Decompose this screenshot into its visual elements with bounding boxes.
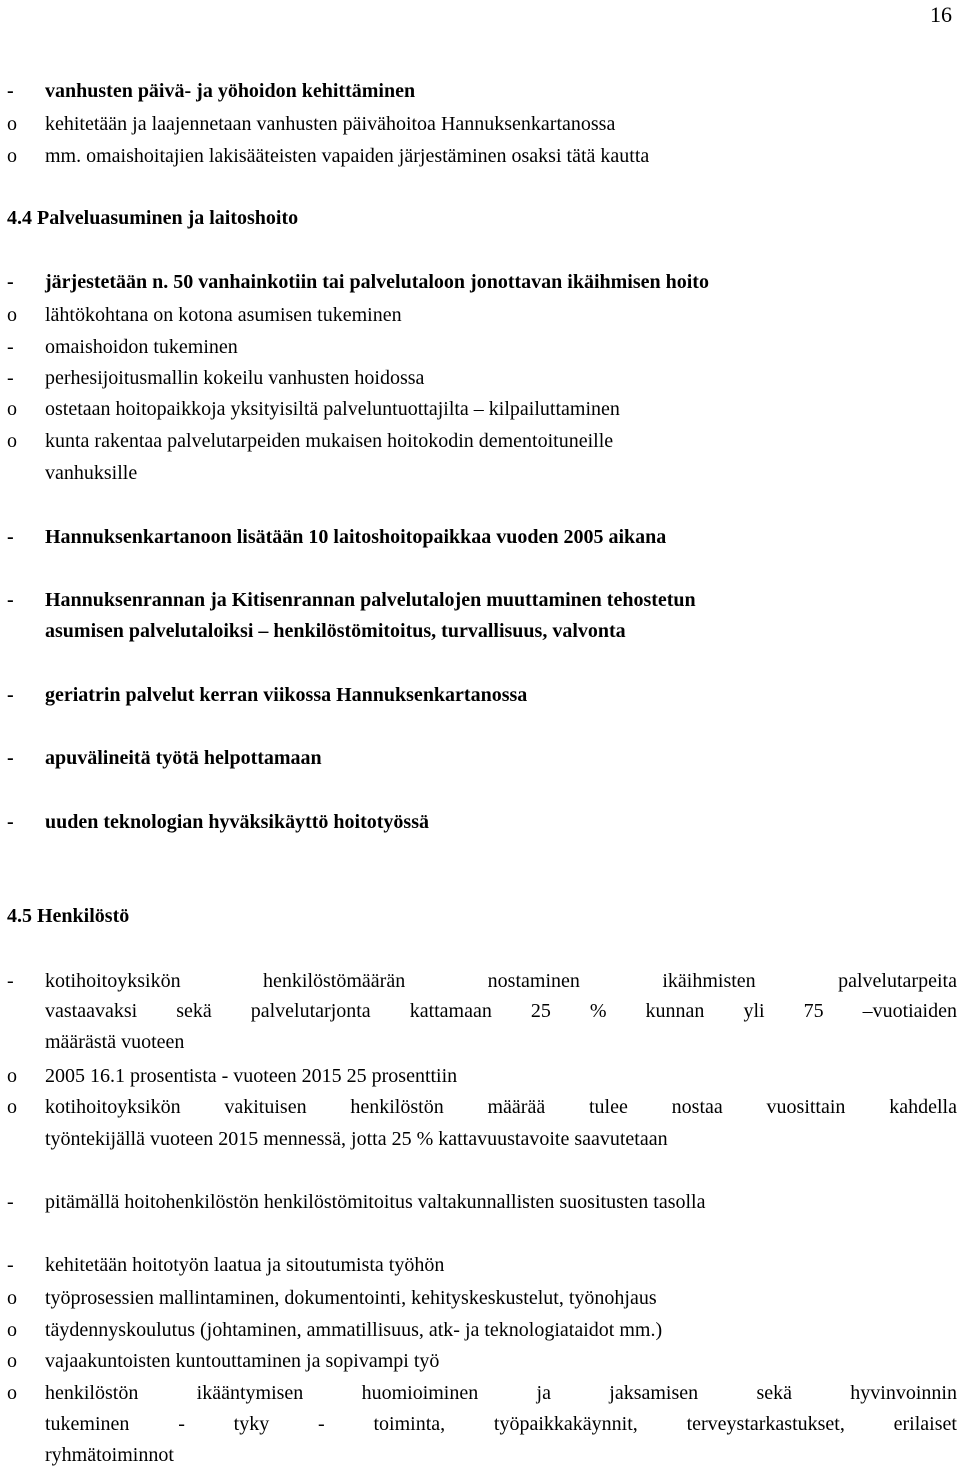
word: palvelutarpeita (838, 970, 957, 992)
bullet-marker: - (7, 526, 14, 548)
bullet-marker: - (7, 970, 14, 992)
list-item-text: järjestetään n. 50 vanhainkotiin tai palvelutaloon jonottavan ikäihmisen hoito (45, 271, 709, 293)
word: henkilöstön (350, 1096, 444, 1118)
list-item-text: omaishoidon tukeminen (45, 336, 238, 358)
list-item-text: ostetaan hoitopaikkoja yksityisiltä palveluntuottajilta – kilpailuttaminen (45, 398, 620, 420)
bullet-marker: - (7, 1254, 14, 1276)
bullet-marker: - (7, 811, 14, 833)
word: –vuotiaiden (862, 1000, 957, 1022)
list-item-text: kehitetään hoitotyön laatua ja sitoutumista työhön (45, 1254, 445, 1276)
word: sekä (176, 1000, 212, 1022)
word: nostaminen (487, 970, 580, 992)
word: 25 (530, 1000, 551, 1022)
word: työpaikkakäynnit, (493, 1413, 638, 1435)
list-item-text: 2005 16.1 prosentista - vuoteen 2015 25 prosenttiin (45, 1065, 458, 1087)
word: määrää (487, 1096, 546, 1118)
word: tulee (589, 1096, 628, 1118)
list-item-text: työprosessien mallintaminen, dokumentointi, kehityskeskustelut, työnohjaus (45, 1287, 657, 1309)
word: henkilöstömäärän (263, 970, 406, 992)
word: 75 (803, 1000, 824, 1022)
bullet-marker: o (7, 113, 17, 135)
word: henkilöstön (45, 1382, 139, 1404)
list-item-text: pitämällä hoitohenkilöstön henkilöstömitoitus valtakunnallisten suositusten tasolla (45, 1191, 706, 1213)
word: vuosittain (766, 1096, 846, 1118)
bullet-marker: o (7, 398, 17, 420)
list-item-text: mm. omaishoitajien lakisääteisten vapaiden järjestäminen osaksi tätä kautta (45, 145, 650, 167)
word: tukeminen (45, 1413, 130, 1435)
bullet-marker: - (7, 336, 14, 358)
word: vastaavaksi (45, 1000, 138, 1022)
section-heading: 4.4 Palveluasuminen ja laitoshoito (7, 207, 299, 229)
list-item-text: määrästä vuoteen (45, 1031, 185, 1053)
bullet-marker: o (7, 1350, 17, 1372)
list-item-text: uuden teknologian hyväksikäyttö hoitotyössä (45, 811, 429, 833)
list-item-text: geriatrin palvelut kerran viikossa Hannuksenkartanossa (45, 684, 528, 706)
page-number: 16 (930, 2, 952, 27)
word: kahdella (889, 1096, 957, 1118)
word: erilaiset (893, 1413, 957, 1435)
word: palvelutarjonta (250, 1000, 371, 1022)
list-item-text: täydennyskoulutus (johtaminen, ammatillisuus, atk- ja teknologiataidot mm.) (45, 1319, 663, 1341)
list-item-text: kehitetään ja laajennetaan vanhusten päivähoitoa Hannuksenkartanossa (45, 113, 616, 135)
word: yli (743, 1000, 765, 1022)
list-item-text: Hannuksenkartanoon lisätään 10 laitoshoitopaikkaa vuoden 2005 aikana (45, 526, 667, 548)
word: terveystarkastukset, (686, 1413, 845, 1435)
list-item-text: perhesijoitusmallin kokeilu vanhusten hoidossa (45, 367, 425, 389)
word: sekä (756, 1382, 792, 1404)
word: ikäihmisten (662, 970, 756, 992)
bullet-marker: - (7, 1191, 14, 1213)
word: huomioiminen (361, 1382, 479, 1404)
bullet-marker: - (7, 747, 14, 769)
bullet-marker: - (7, 684, 14, 706)
word: kunnan (645, 1000, 705, 1022)
bullet-marker: - (7, 589, 14, 611)
list-item-text: vanhuksille (45, 462, 138, 484)
list-item-text: apuvälineitä työtä helpottamaan (45, 747, 322, 769)
bullet-marker: o (7, 430, 17, 452)
list-item-text: työntekijällä vuoteen 2015 mennessä, jotta 25 % kattavuustavoite saavutetaan (45, 1128, 668, 1150)
word: toiminta, (373, 1413, 446, 1435)
bullet-marker: o (7, 1096, 17, 1118)
word: kotihoitoyksikön (45, 1096, 181, 1118)
word: kotihoitoyksikön (45, 970, 181, 992)
bullet-marker: o (7, 145, 17, 167)
section-heading: 4.5 Henkilöstö (7, 905, 130, 927)
bullet-marker: - (7, 271, 14, 293)
word: % (589, 1000, 607, 1022)
list-item-text: kunta rakentaa palvelutarpeiden mukaisen hoitokodin dementoituneille (45, 430, 614, 452)
bullet-marker: o (7, 304, 17, 326)
list-item-text: ryhmätoiminnot (45, 1444, 174, 1466)
word: vakituisen (224, 1096, 307, 1118)
bullet-marker: o (7, 1382, 17, 1404)
word: kattamaan (409, 1000, 492, 1022)
bullet-marker: - (7, 80, 14, 102)
bullet-marker: o (7, 1319, 17, 1341)
list-item-text: lähtökohtana on kotona asumisen tukeminen (45, 304, 402, 326)
word: - (178, 1413, 185, 1435)
word: hyvinvoinnin (850, 1382, 957, 1404)
list-item-text: vanhusten päivä- ja yöhoidon kehittäminen (45, 80, 416, 102)
bullet-marker: - (7, 367, 14, 389)
word: ja (536, 1382, 551, 1404)
word: nostaa (671, 1096, 723, 1118)
word: jaksamisen (609, 1382, 699, 1404)
list-item-text: asumisen palvelutaloiksi – henkilöstömitoitus, turvallisuus, valvonta (45, 620, 626, 642)
bullet-marker: o (7, 1065, 17, 1087)
word: - (318, 1413, 325, 1435)
list-item-text: vajaakuntoisten kuntouttaminen ja sopivampi työ (45, 1350, 440, 1372)
bullet-marker: o (7, 1287, 17, 1309)
word: tyky (233, 1413, 270, 1435)
word: ikääntymisen (196, 1382, 304, 1404)
list-item-text: Hannuksenrannan ja Kitisenrannan palvelutalojen muuttaminen tehostetun (45, 589, 696, 611)
